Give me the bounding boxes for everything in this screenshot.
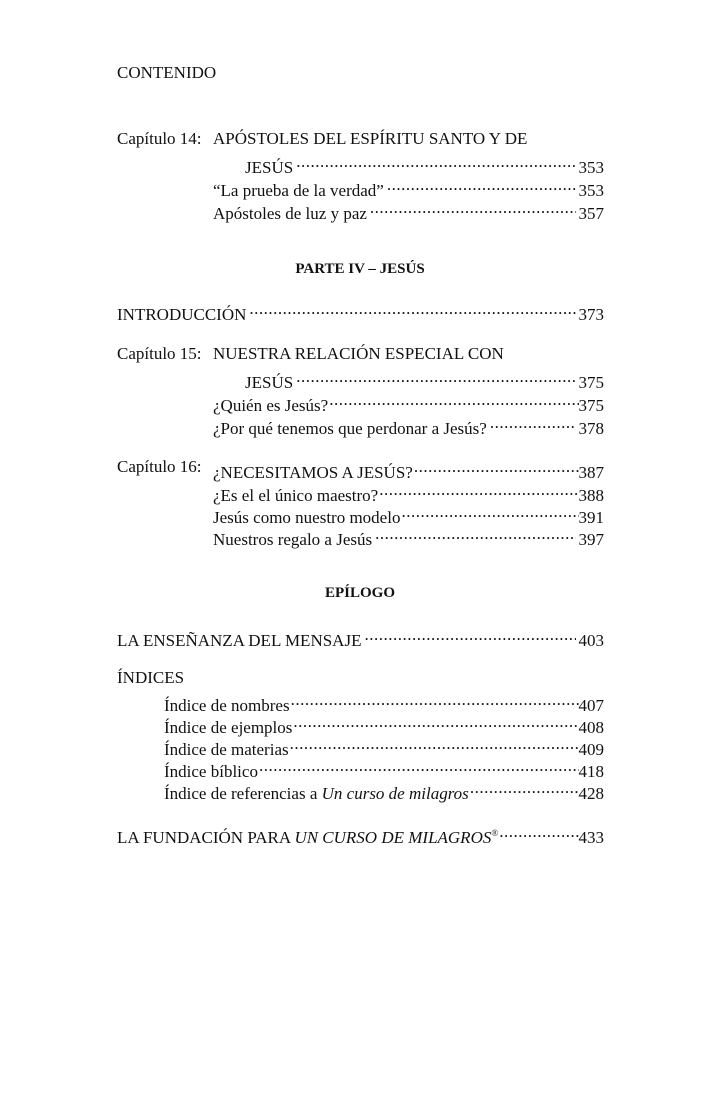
toc-subentry[interactable]: [213, 389, 604, 415]
chapter-14-label: Capítulo 14:: [117, 129, 202, 148]
dot-leader: [293, 711, 578, 733]
subentry-title: ¿Por qué tenemos que perdonar a Jesús?: [213, 419, 487, 438]
introduction-page: 373: [578, 305, 604, 324]
toc-subentry[interactable]: [213, 197, 604, 223]
subentry-page: 391: [578, 508, 604, 527]
dot-leader: [296, 151, 575, 173]
epilogue-heading: EPÍLOGO: [324, 585, 395, 601]
index-page: 418: [578, 762, 604, 781]
index-entry[interactable]: [164, 777, 604, 803]
toc-subentry[interactable]: [213, 501, 604, 527]
fundacion-title: LA FUNDACIÓN PARA UN CURSO DE MILAGROS®: [117, 828, 499, 847]
dot-leader: [499, 821, 578, 843]
index-page: 407: [578, 696, 604, 715]
subentry-title: Nuestros regalo a Jesús: [213, 530, 373, 549]
registered-mark: ®: [491, 828, 499, 838]
subentry-page: 357: [578, 204, 604, 223]
dot-leader: [379, 479, 578, 501]
chapter-16-page: 387: [578, 463, 604, 482]
dot-leader: [259, 755, 579, 777]
part-heading: PARTE IV – JESÚS: [295, 261, 425, 277]
dot-leader: [470, 777, 579, 799]
fundacion-page: 433: [578, 828, 604, 847]
chapter-15-page: 375: [578, 373, 604, 392]
chapter-15-title-line1: NUESTRA RELACIÓN ESPECIAL CON: [213, 344, 504, 363]
toc-subentry[interactable]: [213, 479, 604, 505]
index-title: Índice de referencias a Un curso de milagros: [164, 784, 469, 803]
chapter-14-entry[interactable]: [245, 151, 604, 177]
dot-leader: [291, 689, 579, 711]
index-entry[interactable]: [164, 755, 604, 781]
index-page: 408: [578, 718, 604, 737]
subentry-page: 378: [578, 419, 604, 438]
introduction-entry[interactable]: [117, 298, 604, 324]
dot-leader: [296, 366, 575, 388]
fundacion-entry[interactable]: [117, 821, 604, 847]
chapter-15-entry[interactable]: [245, 366, 604, 392]
dot-leader: [364, 624, 575, 646]
subentry-page: 375: [578, 396, 604, 415]
ensenanza-title: LA ENSEÑANZA DEL MENSAJE: [117, 631, 362, 650]
chapter-15-label: Capítulo 15:: [117, 344, 202, 363]
dot-leader: [490, 412, 576, 434]
chapter-14-title-line2: JESÚS: [245, 158, 294, 177]
chapter-14-title-line1: APÓSTOLES DEL ESPÍRITU SANTO Y DE: [213, 129, 528, 148]
subentry-title: ¿Quién es Jesús?: [213, 396, 329, 415]
dot-leader: [249, 298, 575, 320]
dot-leader: [414, 456, 579, 478]
index-entry[interactable]: [164, 733, 604, 759]
ensenanza-entry[interactable]: [117, 624, 604, 650]
dot-leader: [290, 733, 579, 755]
subentry-title: Jesús como nuestro modelo: [213, 508, 401, 527]
subentry-title: Apóstoles de luz y paz: [213, 204, 367, 223]
chapter-14-page: 353: [578, 158, 604, 177]
chapter-16-label: Capítulo 16:: [117, 457, 202, 476]
chapter-16-title: ¿NECESITAMOS A JESÚS?: [213, 463, 413, 482]
ensenanza-page: 403: [578, 631, 604, 650]
toc-subentry[interactable]: [213, 174, 604, 200]
toc-subentry[interactable]: [213, 523, 604, 549]
dot-leader: [375, 523, 575, 545]
index-title: Índice bíblico: [164, 762, 258, 781]
subentry-page: 397: [578, 530, 604, 549]
introduction-title: INTRODUCCIÓN: [117, 305, 247, 324]
index-entry[interactable]: [164, 711, 604, 737]
dot-leader: [401, 501, 578, 523]
subentry-page: 388: [578, 486, 604, 505]
index-title: Índice de ejemplos: [164, 718, 293, 737]
index-page: 428: [578, 784, 604, 803]
dot-leader: [329, 389, 578, 411]
index-title: Índice de nombres: [164, 696, 290, 715]
index-title: Índice de materias: [164, 740, 289, 759]
chapter-15-title-line2: JESÚS: [245, 373, 294, 392]
index-entry[interactable]: [164, 689, 604, 715]
index-page: 409: [578, 740, 604, 759]
indices-heading: ÍNDICES: [117, 668, 185, 687]
dot-leader: [370, 197, 576, 219]
page-header: CONTENIDO: [117, 63, 217, 82]
chapter-16-entry[interactable]: [213, 456, 604, 482]
subentry-page: 353: [578, 181, 604, 200]
dot-leader: [387, 174, 576, 196]
toc-subentry[interactable]: [213, 412, 604, 438]
subentry-title: “La prueba de la verdad”: [213, 181, 384, 200]
subentry-title: ¿Es el el único maestro?: [213, 486, 379, 505]
